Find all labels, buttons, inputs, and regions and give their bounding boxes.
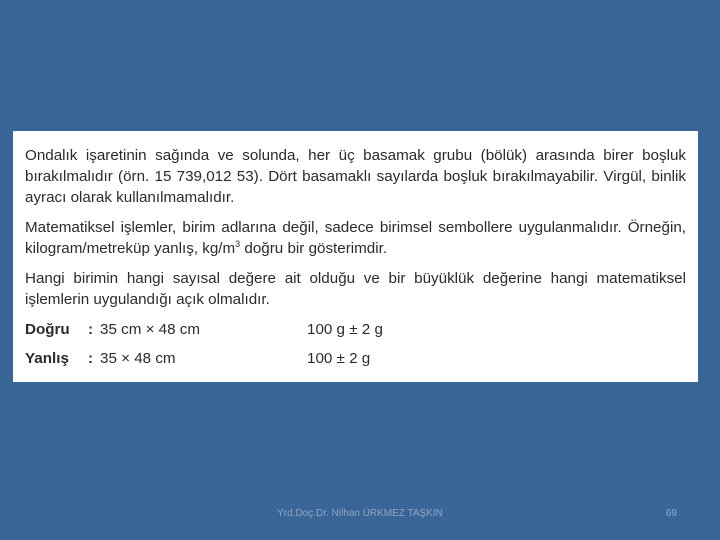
paragraph-unit-operations (25, 217, 686, 259)
example-correct-mass: 100 g ± 2 g (307, 321, 383, 338)
example-row-correct (25, 319, 686, 343)
paragraph-unit-operations-text: Matematiksel işlemler, birim adlarına değil, sadece birimsel sembollere uygulanmalıdır. Örneğin, kilogram/metreküp yanlış, kg/m (25, 219, 686, 257)
example-row-wrong (25, 348, 686, 372)
example-correct-dimensions: 35 cm × 48 cm (100, 321, 201, 338)
example-label-wrong: Yanlış (25, 350, 69, 367)
example-wrong-mass: 100 ± 2 g (307, 350, 371, 367)
superscript-three: 3 (235, 238, 241, 249)
example-colon-correct: : (88, 321, 94, 338)
example-label-correct: Doğru (25, 321, 70, 338)
page-number: 69 (665, 508, 677, 519)
paragraph-decimal-spacing: Ondalık işaretinin sağında ve solunda, her üç basamak grubu (bölük) arasında birer boşluk bırakılmalıdır (örn. 15 739,012 53). Dört basamaklı sayılarda boşluk bırakılmayabilir. Virgül, binlik ayracı olarak kullanılmamalıdır. (25, 147, 686, 206)
example-colon-wrong: : (88, 350, 94, 367)
footer-author: Yrd.Doç.Dr. Nilhan ÜRKMEZ TAŞKIN (277, 508, 443, 519)
paragraph-clarity: Hangi birimin hangi sayısal değere ait olduğu ve bir büyüklük değerine hangi matematiksel işlemlerin uygulandığı açık olmalıdır. (25, 270, 686, 308)
text-panel (13, 131, 698, 382)
example-wrong-dimensions: 35 × 48 cm (100, 350, 176, 367)
paragraph-unit-operations-end: doğru bir gösterimdir. (240, 240, 388, 257)
